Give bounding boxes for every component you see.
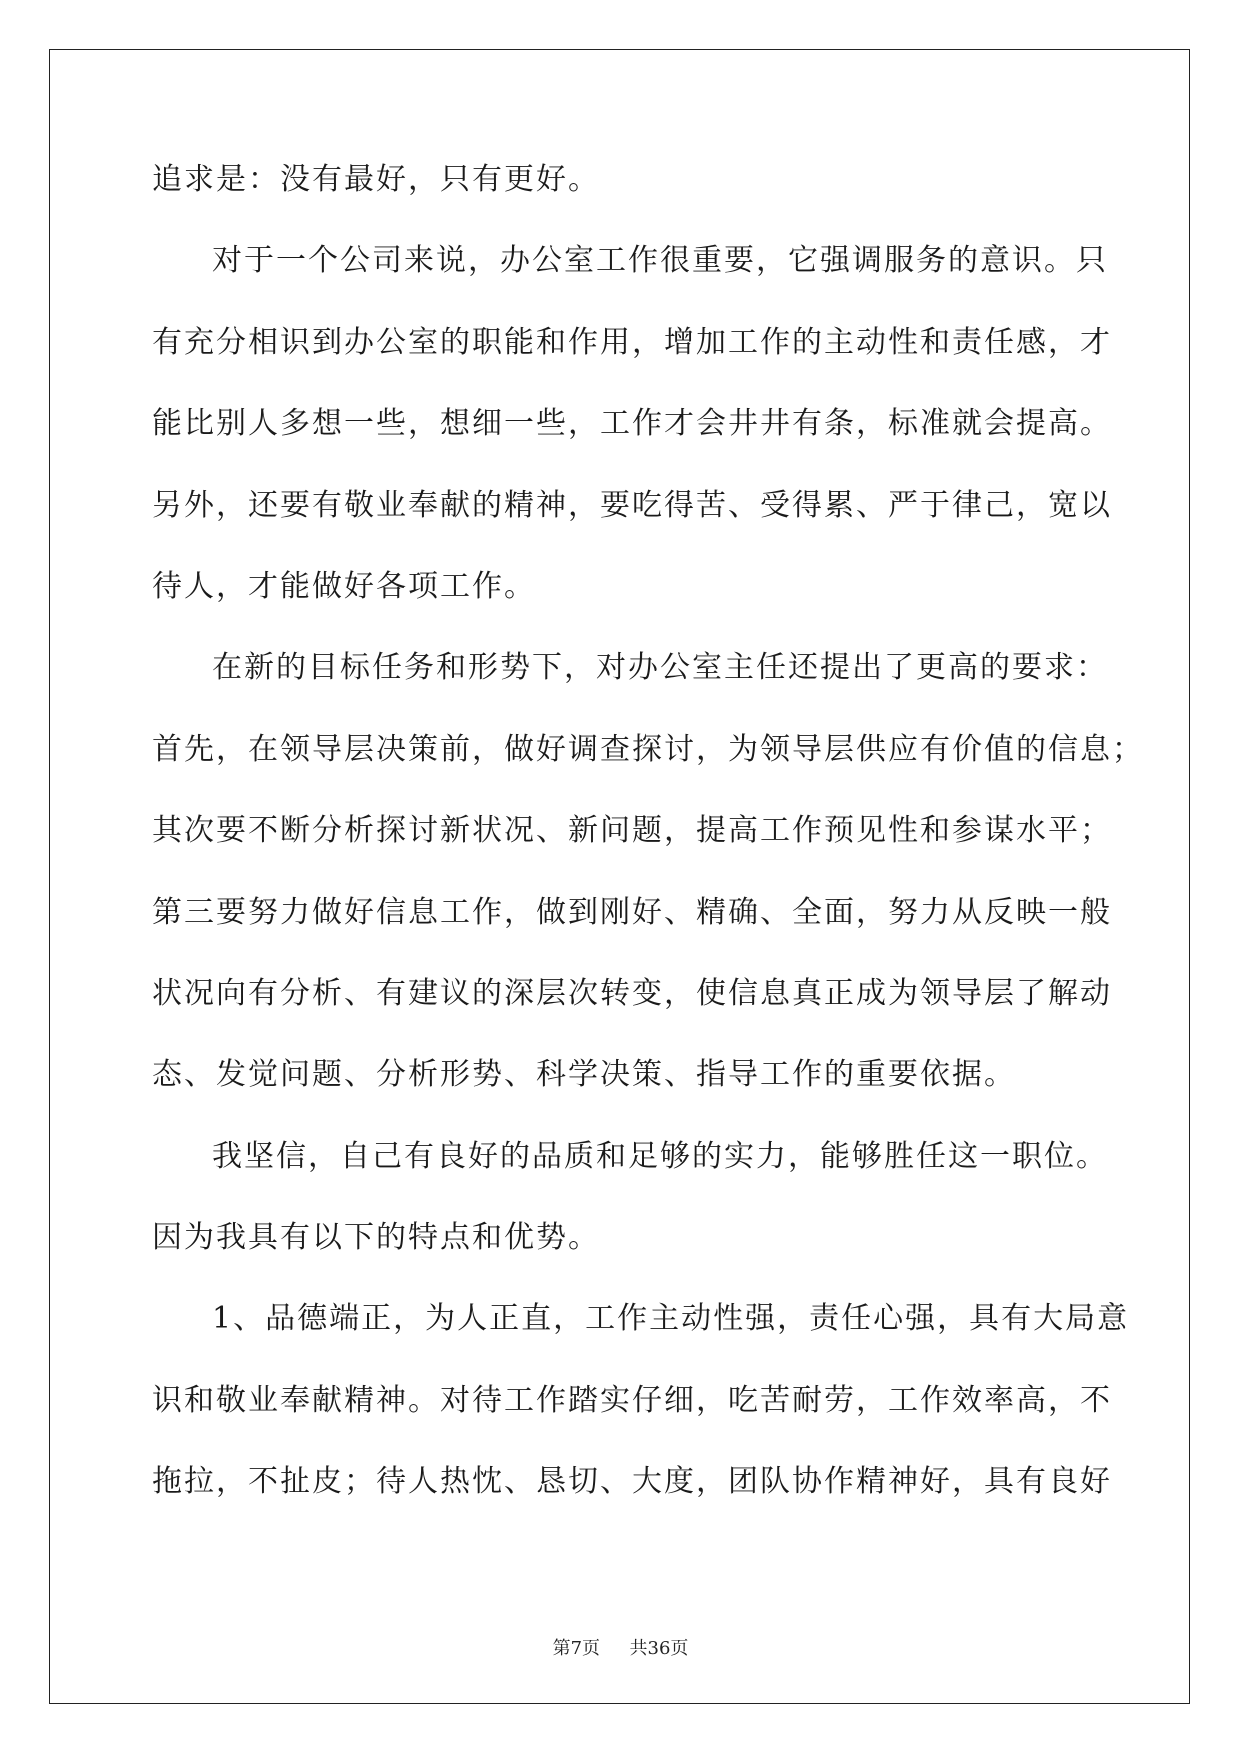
text-line: 状况向有分析、有建议的深层次转变，使信息真正成为领导层了解动 [152, 975, 1112, 1011]
text-line: 首先，在领导层决策前，做好调查探讨，为领导层供应有价值的信息； [152, 731, 1144, 767]
text-line: 因为我具有以下的特点和优势。 [152, 1220, 600, 1256]
text-line: 识和敬业奉献精神。对待工作踏实仔细，吃苦耐劳，工作效率高，不 [152, 1382, 1112, 1418]
text-line: 我坚信，自己有良好的品质和足够的实力，能够胜任这一职位。 [212, 1138, 1108, 1174]
text-line: 追求是：没有最好，只有更好。 [152, 162, 600, 197]
text-line: 有充分相识到办公室的职能和作用，增加工作的主动性和责任感，才 [152, 324, 1112, 360]
page-number: 第7页 [552, 1638, 601, 1659]
text-line: 第三要努力做好信息工作，做到刚好、精确、全面，努力从反映一般 [152, 894, 1112, 930]
text-line: 能比别人多想一些，想细一些，工作才会井井有条，标准就会提高。 [152, 406, 1112, 442]
text-line: 拖拉，不扯皮；待人热忱、恳切、大度，团队协作精神好，具有良好 [152, 1464, 1112, 1500]
document-body [152, 160, 1144, 1544]
text-line: 其次要不断分析探讨新状况、新问题，提高工作预见性和参谋水平； [152, 813, 1112, 849]
text-line: 在新的目标任务和形势下，对办公室主任还提出了更高的要求： [212, 650, 1108, 686]
page-footer [0, 1634, 1241, 1660]
text-line: 1、品德端正，为人正直，工作主动性强，责任心强，具有大局意 [212, 1301, 1130, 1337]
text-line: 对于一个公司来说，办公室工作很重要，它强调服务的意识。只 [212, 243, 1108, 279]
text-line: 待人，才能做好各项工作。 [152, 568, 536, 604]
text-line: 态、发觉问题、分析形势、科学决策、指导工作的重要依据。 [152, 1057, 1016, 1093]
total-pages: 共36页 [629, 1638, 689, 1659]
text-line: 另外，还要有敬业奉献的精神，要吃得苦、受得累、严于律己，宽以 [152, 487, 1112, 523]
